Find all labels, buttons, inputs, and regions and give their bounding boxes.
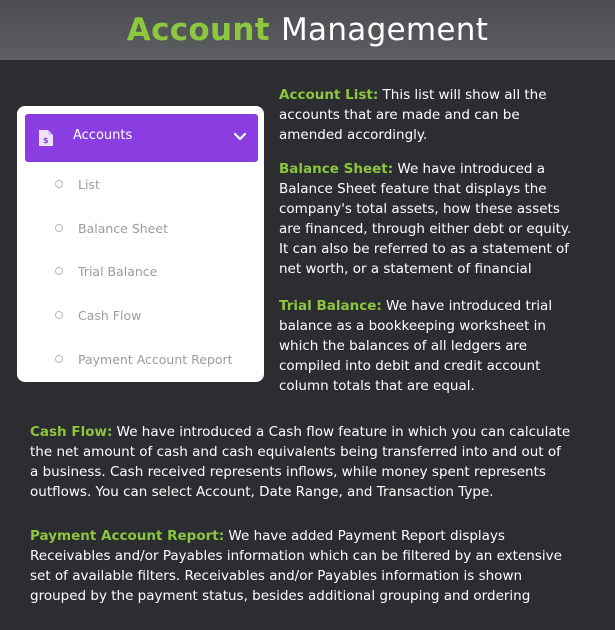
text-line: grouped by the payment status, besides additional grouping and ordering (30, 588, 531, 604)
menu-item-list[interactable] (55, 174, 100, 194)
radio-dot-icon (55, 224, 63, 232)
menu-item-label: Balance Sheet (78, 220, 168, 236)
radio-dot-icon (55, 180, 63, 188)
cash-flow-term: Cash Flow: (30, 424, 113, 440)
chevron-down-icon[interactable] (233, 132, 247, 142)
account-list-term: Account List: (279, 87, 379, 103)
text-line: the net amount of cash and cash equivalents being transferred into and out of (30, 444, 561, 460)
payment-report-term: Payment Account Report: (30, 528, 225, 544)
text-line: company's total assets, how these assets (279, 201, 560, 217)
text-line: set of available filters. Receivables and/or Payables information is shown (30, 568, 523, 584)
text-line: We have added Payment Report displays (224, 528, 505, 544)
text-line: It can also be referred to as a statement of (279, 241, 570, 257)
title-accent: Account (126, 12, 270, 48)
trial-balance-term: Trial Balance: (279, 298, 382, 314)
page-title (127, 12, 488, 48)
balance-sheet-term: Balance Sheet: (279, 161, 394, 177)
text-line: net worth, or a statement of financial (279, 261, 532, 277)
text-line: are financed, through either debt or equity. (279, 221, 572, 237)
radio-dot-icon (55, 267, 63, 275)
text-line: column totals that are equal. (279, 378, 475, 394)
cash-flow-description (30, 422, 590, 502)
text-line: accounts that are made and can be (279, 107, 520, 123)
radio-dot-icon (55, 355, 63, 363)
radio-dot-icon (55, 311, 63, 319)
page-header (0, 0, 615, 60)
text-line: This list will show all the (378, 87, 547, 103)
text-line: a business. Cash received represents inflows, while money spent represents (30, 464, 546, 480)
accounts-menu-header[interactable] (25, 114, 258, 162)
text-line: balance as a bookkeeping worksheet in (279, 318, 546, 334)
text-line: compiled into debit and credit account (279, 358, 541, 374)
accounts-menu-card (17, 106, 264, 382)
dollar-document-icon (38, 129, 54, 147)
text-line: We have introduced a Cash flow feature in which you can calculate (112, 424, 571, 440)
text-line: We have introduced a (393, 161, 546, 177)
menu-item-balance-sheet[interactable] (55, 218, 168, 238)
accounts-menu-title: Accounts (73, 128, 133, 143)
menu-item-cash-flow[interactable] (55, 305, 141, 325)
menu-item-trial-balance[interactable] (55, 261, 157, 281)
menu-item-label: Trial Balance (78, 263, 158, 279)
text-line: which the balances of all ledgers are (279, 338, 528, 354)
menu-item-payment-account-report[interactable] (55, 349, 233, 369)
account-list-description (279, 85, 604, 145)
menu-item-label: Cash Flow (78, 307, 142, 323)
title-rest: Management (280, 12, 489, 48)
balance-sheet-description (279, 159, 604, 279)
menu-item-label: Payment Account Report (78, 351, 233, 367)
text-line: We have introduced trial (381, 298, 553, 314)
payment-report-description (30, 526, 590, 606)
menu-item-label: List (78, 176, 100, 192)
trial-balance-description (279, 296, 604, 396)
text-line: outflows. You can select Account, Date Range, and Transaction Type. (30, 484, 494, 500)
svg-text:$: $ (43, 136, 49, 145)
text-line: Balance Sheet feature that displays the (279, 181, 547, 197)
text-line: Receivables and/or Payables information which can be filtered by an extensive (30, 548, 562, 564)
text-line: amended accordingly. (279, 127, 428, 143)
